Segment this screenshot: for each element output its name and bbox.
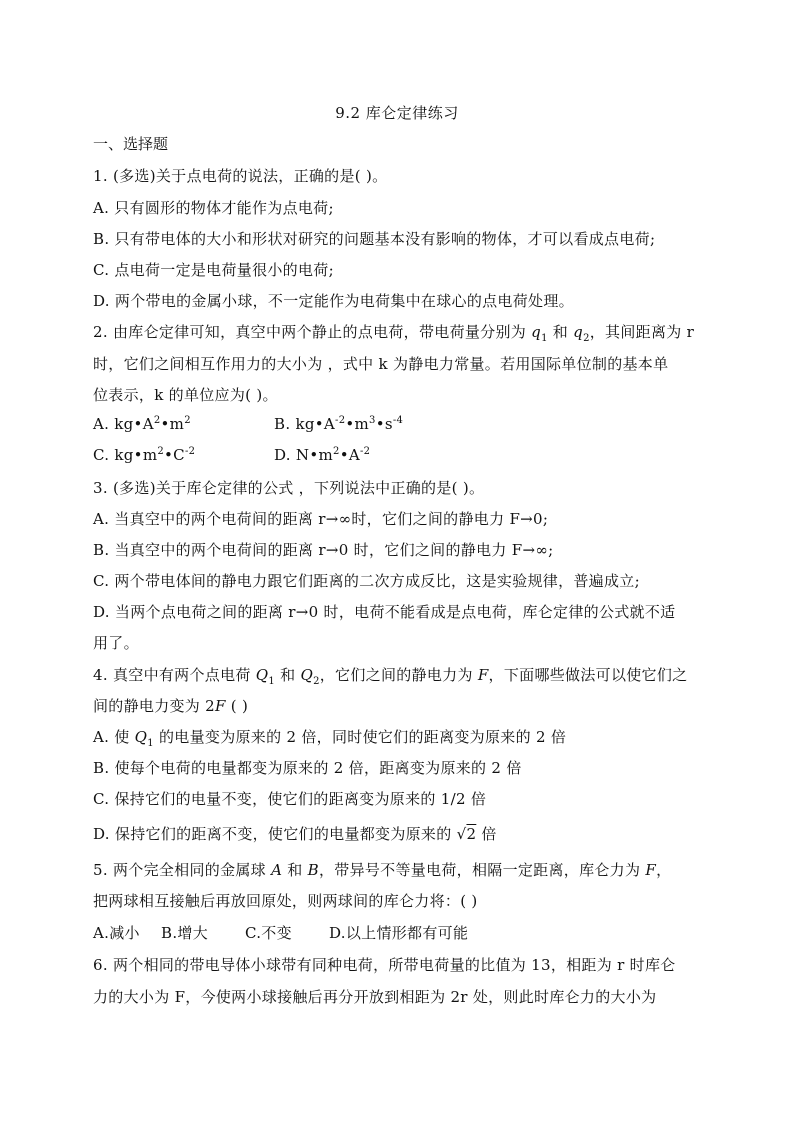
q5-options <box>93 922 468 943</box>
q5-option-b: B.增大 <box>161 924 208 942</box>
q2-option-b: B. $kg•A^{-2}•m^3•s^{-4}$ <box>274 415 404 433</box>
q2-options-ab <box>93 415 403 433</box>
q1-stem: 1. (多选)关于点电荷的说法，正确的是( )。 <box>93 167 388 185</box>
q3-stem: 3. (多选)关于库仑定律的公式 ，下列说法中正确的是( )。 <box>93 479 485 497</box>
q2-options-cd <box>93 446 370 464</box>
section-heading: 一、选择题 <box>93 135 169 153</box>
q3-option-b: B. 当真空中的两个电荷间的距离 r→0 时，它们之间的静电力 F→∞; <box>93 541 554 559</box>
q6-stem-line2: 力的大小为 F，今使两小球接触后再分开放到相距为 2r 处，则此时库仑力的大小为 <box>93 988 657 1006</box>
q3-option-c: C. 两个带电体间的静电力跟它们距离的二次方成反比，这是实验规律，普遍成立; <box>93 572 640 590</box>
q4-option-c: C. 保持它们的电量不变，使它们的距离变为原来的 1/2 倍 <box>93 790 487 808</box>
q2-option-a: A. $kg•A^2•m^2$ <box>93 415 191 433</box>
q6-stem-line1: 6. 两个相同的带电导体小球带有同种电荷，所带电荷量的比值为 13，相距为 r 时库仑 <box>93 956 676 974</box>
q3-option-a: A. 当真空中的两个电荷间的距离 r→∞时，它们之间的静电力 F→0; <box>93 510 549 528</box>
q1-option-a: A. 只有圆形的物体才能作为点电荷; <box>93 199 334 217</box>
q5-option-c: C.不变 <box>245 924 292 942</box>
q2-stem-line2: 时，它们之间相互作用力的大小为 ，式中 k 为静电力常量。若用国际单位制的基本单 <box>93 355 669 373</box>
sqrt-symbol: √ <box>456 825 467 843</box>
q2-option-c: C. $kg•m^2•C^{-2}$ <box>93 446 196 464</box>
q1-option-c: C. 点电荷一定是电荷量很小的电荷; <box>93 261 334 279</box>
q3-option-d-line2: 用了。 <box>93 634 139 652</box>
q2-option-d: D. $N•m^2•A^{-2}$ <box>274 446 371 464</box>
q4-option-b: B. 使每个电荷的电量都变为原来的 2 倍，距离变为原来的 2 倍 <box>93 759 522 777</box>
q1-option-d: D. 两个带电的金属小球，不一定能作为电荷集中在球心的点电荷处理。 <box>93 292 574 310</box>
q4-stem-line2: 间的静电力变为 2F ( ) <box>93 697 249 715</box>
q2-stem-line3: 位表示，k 的单位应为( )。 <box>93 386 278 404</box>
q5-stem-line1: 5. 两个完全相同的金属球 A 和 B，带异号不等量电荷，相隔一定距离，库仑力为 F， <box>93 861 672 879</box>
q2-stem-line1: 2. 由库仑定律可知，真空中两个静止的点电荷，带电荷量分别为 $q_1$ 和 $q_2$，其间距离为 r <box>93 323 695 344</box>
q4-option-d: D. 保持它们的距离不变，使它们的电量都变为原来的 √2 倍 <box>93 825 497 843</box>
q5-option-a: A.减小 <box>93 924 140 942</box>
page-title: 9.2 库仑定律练习 <box>335 104 459 122</box>
q3-option-d-line1: D. 当两个点电荷之间的距离 r→0 时，电荷不能看成是点电荷，库仑定律的公式就不适 <box>93 603 676 621</box>
q5-option-d: D.以上情形都有可能 <box>329 924 469 942</box>
q5-stem-line2: 把两球相互接触后再放回原处，则两球间的库仑力将：( ) <box>93 892 478 910</box>
q1-option-b: B. 只有带电体的大小和形状对研究的问题基本没有影响的物体，才可以看成点电荷; <box>93 230 656 248</box>
q4-option-a: A. 使 $Q_1$ 的电量变为原来的 2 倍，同时使它们的距离变为原来的 2 倍 <box>93 728 567 749</box>
q4-stem-line1: 4. 真空中有两个点电荷 $Q_1$ 和 $Q_2$，它们之间的静电力为 F，下面哪些做法可以使它们之 <box>93 666 688 687</box>
